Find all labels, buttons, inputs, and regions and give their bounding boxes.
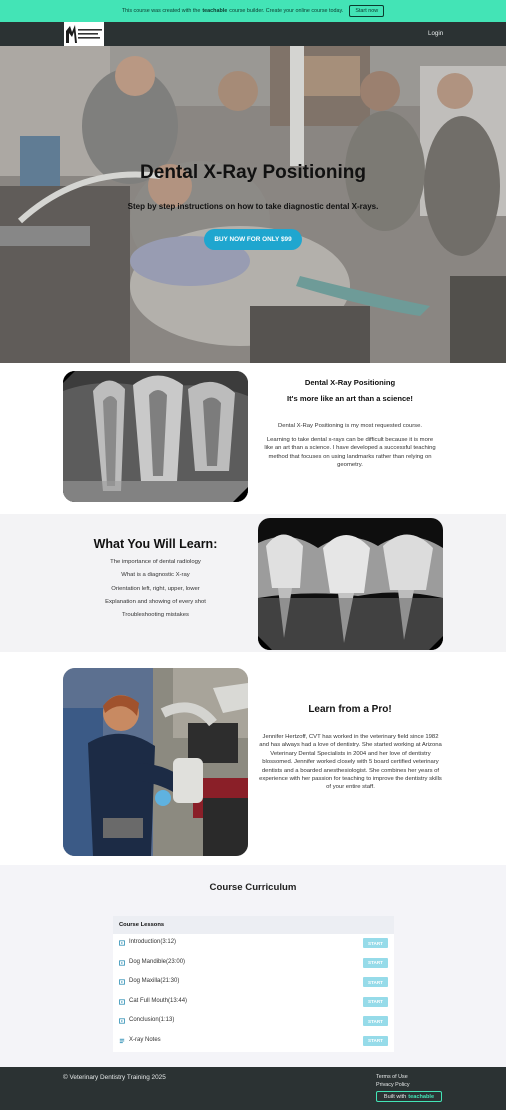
curriculum-title: Course Curriculum	[209, 882, 297, 893]
built-with-teachable-badge[interactable]	[376, 1091, 442, 1102]
start-button[interactable]: START	[363, 1036, 388, 1046]
lesson-title[interactable]: Conclusion(1:13)	[129, 1017, 175, 1023]
list-item: The importance of dental radiology	[110, 559, 201, 565]
promo-suffix: course builder. Create your online course today.	[229, 8, 344, 14]
privacy-link[interactable]: Privacy Policy	[376, 1082, 410, 1088]
video-icon	[119, 960, 125, 966]
intro-subtitle: It's more like an art than a science!	[287, 394, 413, 403]
site-logo[interactable]	[64, 22, 104, 46]
lesson-row[interactable]	[113, 1032, 394, 1051]
xray-image-mandible	[63, 371, 248, 502]
promo-bar	[0, 0, 506, 22]
start-button[interactable]: START	[363, 938, 388, 948]
lessons-panel	[113, 916, 394, 1052]
start-button[interactable]: START	[363, 958, 388, 968]
logo-mark-icon	[64, 23, 104, 45]
intro-paragraph-1: Dental X-Ray Positioning is my most requested course.	[277, 423, 423, 429]
instructor-title: Learn from a Pro!	[308, 704, 392, 715]
list-item: Explanation and showing of every shot	[105, 598, 206, 605]
instructor-bio: Jennifer Hertzoff, CVT has worked in the veterinary field since 1982 and has always had a love of dentistry. She started working at Arizona Veterinary Dental Specialists in 2004 and her love of dentistry blossomed. Jennifer worked closely with 5 board certified veterinary dentists and a boarded anesthesiologist. She combines her years of experience with her passion for teaching to improve the dentistry skills of your entire staff.	[259, 734, 442, 791]
promo-brand: teachable	[202, 8, 228, 14]
lesson-row[interactable]	[113, 973, 394, 992]
learn-title: What You Will Learn:	[93, 537, 218, 551]
lesson-title[interactable]: X-ray Notes	[129, 1036, 161, 1043]
learn-list	[63, 556, 248, 622]
video-icon	[119, 1018, 125, 1024]
video-icon	[119, 940, 125, 946]
hero-subtitle: Step by step instructions on how to take diagnostic dental X-rays.	[127, 202, 379, 211]
terms-link[interactable]: Terms of Use	[376, 1074, 408, 1080]
buy-now-button[interactable]: BUY NOW FOR ONLY $99	[204, 229, 302, 250]
lesson-title[interactable]: Dog Maxilla(21:30)	[129, 978, 180, 984]
lessons-header: Course Lessons	[113, 916, 394, 934]
start-button[interactable]: START	[363, 1016, 388, 1026]
list-item: Troubleshooting mistakes	[122, 612, 189, 619]
lesson-row[interactable]	[113, 934, 394, 953]
list-item: Orientation left, right, upper, lower	[111, 585, 200, 592]
hero-title: Dental X-Ray Positioning	[140, 162, 366, 183]
lesson-row[interactable]	[113, 1012, 394, 1031]
lesson-title[interactable]: Cat Full Mouth(13:44)	[129, 997, 188, 1004]
start-now-button[interactable]: Start now	[349, 5, 384, 17]
list-item: What is a diagnostic X-ray	[121, 572, 190, 579]
lesson-row[interactable]	[113, 954, 394, 973]
video-icon	[119, 979, 125, 985]
text-icon	[119, 1038, 125, 1044]
instructor-photo	[63, 668, 248, 856]
login-link[interactable]: Login	[428, 30, 444, 37]
lesson-title[interactable]: Dog Mandible(23:00)	[129, 958, 186, 965]
intro-title: Dental X-Ray Positioning	[304, 378, 396, 387]
promo-prefix: This course was created with the	[121, 8, 201, 14]
lesson-row[interactable]	[113, 993, 394, 1012]
lesson-title[interactable]: Introduction(3:12)	[129, 939, 177, 945]
built-brand: teachable	[408, 1093, 435, 1100]
intro-paragraph-2: Learning to take dental x-rays can be difficult because it is more like an art than a science. I have developed a successful teaching method that focuses on using landmarks rather than relying on geometry.	[264, 437, 436, 468]
built-prefix: Built with	[383, 1093, 407, 1100]
start-button[interactable]: START	[363, 977, 388, 987]
footer-copyright: © Veterinary Dentistry Training 2025	[63, 1074, 166, 1081]
xray-image-maxilla	[258, 518, 443, 650]
video-icon	[119, 999, 125, 1005]
start-button[interactable]: START	[363, 997, 388, 1007]
